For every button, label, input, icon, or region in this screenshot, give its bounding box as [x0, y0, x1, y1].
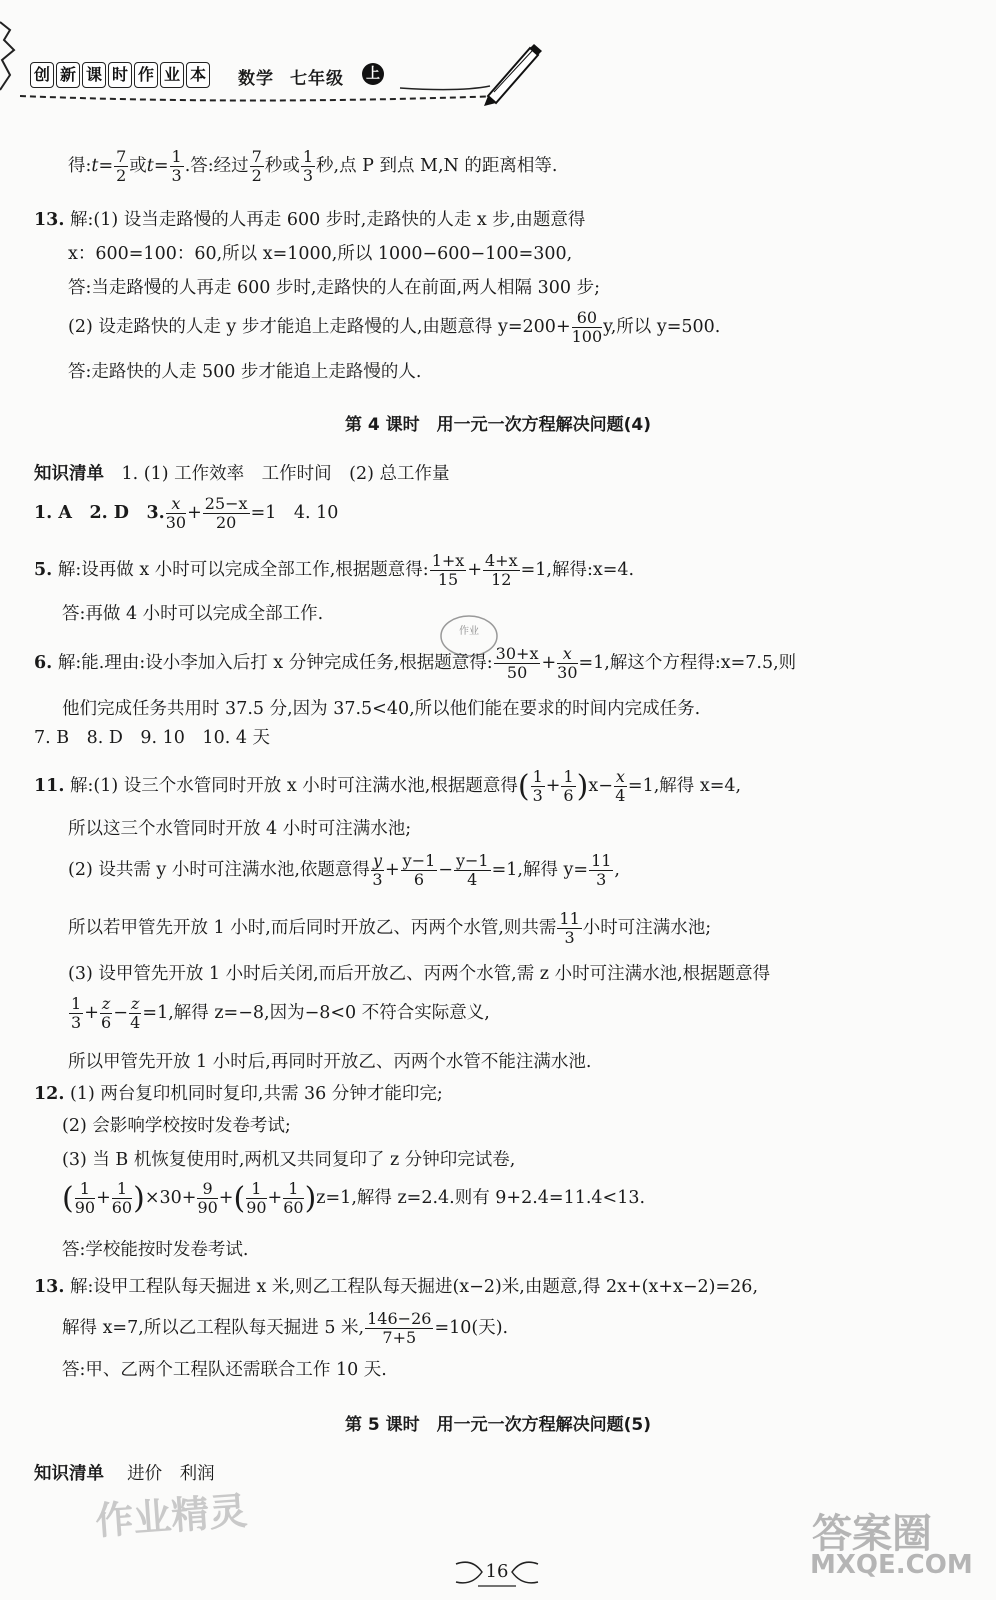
watermark-logo: 答案圈	[812, 1511, 932, 1557]
page-number: 16	[452, 1556, 542, 1590]
book-title-banner: 创 新 课 时 作 业 本	[30, 62, 212, 87]
answer-line: (2) 设共需 y 小时可注满水池,依题意得 $\frac{y}{3}$ + $\frac{y-1}{6}$ − $\frac{y-1}{4}$ =1,解得 y= $\frac{11}{3}$ ,	[68, 851, 620, 889]
answer-line: ( $\frac{1}{90}$ + $\frac{1}{60}$ )×30+ $\frac{9}{90}$ +( $\frac{1}{90}$ + $\frac{1}{60}$ )z=1,解得 z=2.4.则有 9+2.4=11.4<13.	[62, 1179, 646, 1217]
answer-line: x：600=100：60,所以 x=1000,所以 1000−600−100=300,	[68, 244, 573, 264]
subject-label: 数学	[238, 69, 274, 89]
knowledge-list: 知识清单 进价 利润	[34, 1464, 215, 1484]
answer-line: 所以若甲管先开放 1 小时,而后同时开放乙、丙两个水管,则共需 $\frac{11}{3}$ 小时可注满水池;	[68, 909, 712, 947]
answer-line: $\frac{1}{3}$ + $\frac{z}{6}$ − $\frac{z}{4}$ =1,解得 z=−8,因为−8<0 不符合实际意义,	[71, 994, 490, 1032]
answer-line: 7. B 8. D 9. 10 10. 4 天	[34, 728, 271, 748]
answer-line: 所以这三个水管同时开放 4 小时可注满水池;	[68, 819, 412, 839]
section-4-title: 第 4 课时 用一元一次方程解决问题(4)	[344, 415, 652, 435]
volume-badge: 上	[362, 63, 384, 85]
answer-line: 所以甲管先开放 1 小时后,再同时开放乙、丙两个水管不能注满水池.	[68, 1052, 592, 1072]
section-5-title: 第 5 课时 用一元一次方程解决问题(5)	[344, 1415, 652, 1435]
question-12: 12. (1) 两台复印机同时复印,共需 36 分钟才能印完;	[34, 1084, 443, 1104]
answer-line: (3) 设甲管先开放 1 小时后关闭,而后开放乙、丙两个水管,需 z 小时可注满水池,根据题意得	[68, 964, 771, 984]
answer-line: (3) 当 B 机恢复使用时,两机又共同复印了 z 分钟印完试卷,	[62, 1150, 516, 1170]
answer-line: 1. A 2. D 3. $\frac{x}{30}$ + $\frac{25-x}{20}$ =1 4. 10	[34, 494, 339, 532]
answer-line: 答:再做 4 小时可以完成全部工作.	[62, 604, 324, 624]
question-13-part1: 13. 解:(1) 设当走路慢的人再走 600 步时,走路快的人走 x 步,由题意得	[34, 210, 586, 230]
answer-line: 答:走路快的人走 500 步才能追上走路慢的人.	[68, 362, 422, 382]
answer-line: 得:t= $\frac{7}{2}$ 或t= $\frac{1}{3}$ .答:经过 $\frac{7}{2}$ 秒或 $\frac{1}{3}$ 秒,点 P 到点 M,N 的距离相等.	[68, 147, 558, 185]
watermark-text: 作业精灵	[93, 1488, 249, 1544]
grade-label: 七年级	[290, 69, 344, 89]
question-6: 6. 解:能.理由:设小李加入后打 x 分钟完成任务,根据题意得: $\frac{30+x}{50}$ + $\frac{x}{30}$ =1,解这个方程得:x=7.5,则	[34, 644, 797, 682]
watermark-url: MXQE.COM	[810, 1550, 973, 1580]
answer-line: (2) 会影响学校按时发卷考试;	[62, 1116, 291, 1136]
answer-line: 他们完成任务共用时 37.5 分,因为 37.5<40,所以他们能在要求的时间内完成任务.	[62, 699, 701, 719]
answer-line: 答:甲、乙两个工程队还需联合工作 10 天.	[62, 1360, 387, 1380]
answer-line: 答:当走路慢的人再走 600 步时,走路快的人在前面,两人相隔 300 步;	[68, 278, 600, 298]
question-11: 11. 解:(1) 设三个水管同时开放 x 小时可注满水池,根据题意得( $\frac{1}{3}$ + $\frac{1}{6}$ )x− $\frac{x}{4}$ =1,解得 x=4,	[34, 767, 742, 805]
header-decoration	[0, 0, 996, 120]
answer-line: 答:学校能按时发卷考试.	[62, 1240, 249, 1260]
page-header	[0, 0, 996, 120]
question-13: 13. 解:设甲工程队每天掘进 x 米,则乙工程队每天掘进(x−2)米,由题意,得 2x+(x+x−2)=26,	[34, 1277, 759, 1297]
question-5: 5. 解:设再做 x 小时可以完成全部工作,根据题意得: $\frac{1+x}{15}$ + $\frac{4+x}{12}$ =1,解得:x=4.	[34, 551, 635, 589]
svg-text:作业: 作业	[459, 626, 479, 637]
pencil-icon	[484, 44, 542, 106]
answer-line: (2) 设走路快的人走 y 步才能追上走路慢的人,由题意得 y=200+ $\frac{60}{100}$ y,所以 y=500.	[68, 308, 721, 346]
answer-line: 解得 x=7,所以乙工程队每天掘进 5 米, $\frac{146-26}{7+5}$ =10(天).	[62, 1309, 509, 1347]
knowledge-list: 知识清单 1. (1) 工作效率 工作时间 (2) 总工作量	[34, 464, 450, 484]
